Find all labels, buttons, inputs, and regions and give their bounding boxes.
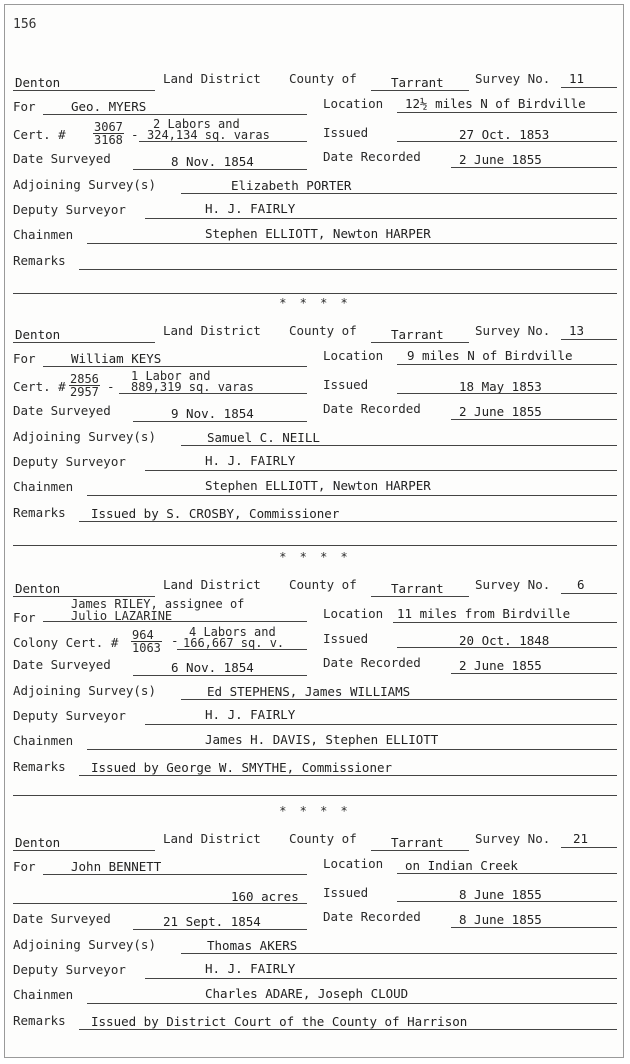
grantee-value-1: James RILEY, assignee of	[71, 597, 245, 611]
remarks-label: Remarks	[13, 759, 66, 774]
location-value: 11 miles from Birdville	[397, 606, 571, 621]
location-label: Location	[323, 96, 384, 111]
adjoining-label: Adjoining Survey(s)	[13, 937, 156, 952]
cert-label: Cert. #	[13, 127, 66, 142]
remarks-label: Remarks	[13, 505, 66, 520]
remarks-value: Issued by District Court of the County of Harrison	[91, 1014, 468, 1029]
issued-value: 18 May 1853	[459, 379, 542, 394]
remarks-row	[13, 253, 617, 275]
deputy-row	[13, 202, 617, 224]
dates-row	[13, 403, 617, 425]
deputy-value: H. J. FAIRLY	[205, 201, 296, 216]
record-divider	[13, 293, 617, 294]
issued-value: 20 Oct. 1848	[459, 633, 550, 648]
deputy-row	[13, 962, 617, 984]
for-label: For	[13, 610, 36, 625]
chainmen-value: Stephen ELLIOTT, Newton HARPER	[205, 226, 431, 241]
land-district-value: Denton	[15, 75, 61, 90]
county-value: Tarrant	[391, 835, 444, 850]
land-district-label: Land District	[163, 71, 261, 86]
adjoining-row	[13, 683, 617, 705]
survey-no-label: Survey No.	[475, 323, 551, 338]
cert-fraction: $\frac{964}{1063}$	[132, 628, 161, 655]
issued-label: Issued	[323, 885, 369, 900]
deputy-row	[13, 454, 617, 476]
record-separator-stars: * * * *	[279, 296, 351, 310]
colony-cert-label: Colony Cert. #	[13, 635, 119, 650]
cert-row: Cert. # $\frac{2856}{2957}$ - 1 Labor and 889,319 sq. varas Issued 18 May 1853	[13, 373, 617, 403]
chainmen-row	[13, 227, 617, 249]
for-label: For	[13, 351, 36, 366]
date-surveyed-label: Date Surveyed	[13, 403, 111, 418]
chainmen-label: Chainmen	[13, 227, 74, 242]
date-surveyed-label: Date Surveyed	[13, 657, 111, 672]
issued-value: 8 June 1855	[459, 887, 542, 902]
district-row	[13, 831, 617, 853]
date-surveyed-value: 9 Nov. 1854	[171, 406, 254, 421]
acres-value: 160 acres	[231, 889, 299, 904]
adjoining-value: Ed STEPHENS, James WILLIAMS	[207, 684, 411, 699]
issued-label: Issued	[323, 125, 369, 140]
for-label: For	[13, 859, 36, 874]
chainmen-value: Stephen ELLIOTT, Newton HARPER	[205, 478, 431, 493]
land-district-label: Land District	[163, 831, 261, 846]
date-surveyed-value: 6 Nov. 1854	[171, 660, 254, 675]
county-value: Tarrant	[391, 327, 444, 342]
chainmen-label: Chainmen	[13, 733, 74, 748]
location-value: 12½ miles N of Birdville	[405, 96, 586, 111]
land-district-label: Land District	[163, 323, 261, 338]
deputy-value: H. J. FAIRLY	[205, 707, 296, 722]
chainmen-label: Chainmen	[13, 479, 74, 494]
remarks-value: Issued by S. CROSBY, Commissioner	[91, 506, 340, 521]
adjoining-label: Adjoining Survey(s)	[13, 429, 156, 444]
issued-label: Issued	[323, 631, 369, 646]
adjoining-row	[13, 177, 617, 199]
location-value: 9 miles N of Birdville	[407, 348, 573, 363]
county-label: County of	[289, 323, 357, 338]
deputy-label: Deputy Surveyor	[13, 454, 126, 469]
adjoining-value: Thomas AKERS	[207, 938, 298, 953]
survey-no-label: Survey No.	[475, 577, 551, 592]
county-value: Tarrant	[391, 75, 444, 90]
remarks-label: Remarks	[13, 253, 66, 268]
survey-no-value: 21	[573, 831, 589, 846]
chainmen-label: Chainmen	[13, 987, 74, 1002]
chainmen-row	[13, 987, 617, 1009]
remarks-row	[13, 505, 617, 527]
location-value: on Indian Creek	[405, 858, 518, 873]
survey-no-label: Survey No.	[475, 71, 551, 86]
adjoining-label: Adjoining Survey(s)	[13, 177, 156, 192]
date-recorded-label: Date Recorded	[323, 655, 421, 670]
location-label: Location	[323, 856, 384, 871]
survey-no-value: 11	[569, 71, 585, 86]
dates-row	[13, 151, 617, 173]
date-surveyed-value: 8 Nov. 1854	[171, 154, 254, 169]
location-label: Location	[323, 348, 384, 363]
adjoining-row	[13, 937, 617, 959]
grantee-value: John BENNETT	[71, 859, 162, 874]
deputy-value: H. J. FAIRLY	[205, 453, 296, 468]
date-recorded-value: 2 June 1855	[459, 152, 542, 167]
for-label: For	[13, 99, 36, 114]
cert-description-1: 4 Labors and	[189, 625, 276, 639]
chainmen-row	[13, 479, 617, 501]
page-number: 156	[13, 17, 37, 32]
date-recorded-label: Date Recorded	[323, 401, 421, 416]
dates-row	[13, 657, 617, 679]
record-separator-stars: * * * *	[279, 550, 351, 564]
record-divider	[13, 545, 617, 546]
land-district-value: Denton	[15, 581, 61, 596]
cert-fraction: $\frac{2856}{2957}$	[70, 372, 99, 399]
cert-description-2: 166,667 sq. v.	[183, 636, 285, 650]
cert-row: Cert. # $\frac{3067}{3168}$ - 2 Labors and 324,134 sq. varas Issued 27 Oct. 1853	[13, 121, 617, 151]
for-row	[13, 96, 617, 118]
district-row	[13, 71, 617, 93]
cert-fraction: $\frac{3067}{3168}$	[94, 120, 123, 147]
issued-label: Issued	[323, 377, 369, 392]
record-divider	[13, 795, 617, 796]
district-row	[13, 577, 617, 599]
location-label: Location	[323, 606, 384, 621]
remarks-label: Remarks	[13, 1013, 66, 1028]
survey-no-value: 6	[577, 577, 585, 592]
deputy-row	[13, 708, 617, 730]
county-label: County of	[289, 577, 357, 592]
adjoining-value: Elizabeth PORTER	[231, 178, 352, 193]
cert-label: Cert. #	[13, 379, 66, 394]
chainmen-value: James H. DAVIS, Stephen ELLIOTT	[205, 732, 439, 747]
date-recorded-label: Date Recorded	[323, 149, 421, 164]
remarks-row	[13, 1013, 617, 1035]
adjoining-row	[13, 429, 617, 451]
remarks-value: Issued by George W. SMYTHE, Commissioner	[91, 760, 393, 775]
date-recorded-value: 8 June 1855	[459, 912, 542, 927]
date-recorded-value: 2 June 1855	[459, 404, 542, 419]
county-value: Tarrant	[391, 581, 444, 596]
cert-row: Colony Cert. # $\frac{964}{1063}$ - 4 Labors and 166,667 sq. v. Issued 20 Oct. 1848	[13, 627, 617, 657]
dates-row	[13, 911, 617, 933]
record-separator-stars: * * * *	[279, 804, 351, 818]
for-row	[13, 348, 617, 370]
deputy-label: Deputy Surveyor	[13, 202, 126, 217]
deputy-label: Deputy Surveyor	[13, 962, 126, 977]
grantee-value: William KEYS	[71, 351, 162, 366]
land-district-value: Denton	[15, 327, 61, 342]
adjoining-label: Adjoining Survey(s)	[13, 683, 156, 698]
deputy-value: H. J. FAIRLY	[205, 961, 296, 976]
land-district-label: Land District	[163, 577, 261, 592]
county-label: County of	[289, 71, 357, 86]
remarks-row	[13, 759, 617, 781]
grantee-value: Geo. MYERS	[71, 99, 147, 114]
date-surveyed-label: Date Surveyed	[13, 151, 111, 166]
survey-no-label: Survey No.	[475, 831, 551, 846]
county-label: County of	[289, 831, 357, 846]
date-recorded-label: Date Recorded	[323, 909, 421, 924]
for-row	[13, 856, 617, 878]
date-surveyed-label: Date Surveyed	[13, 911, 111, 926]
issued-value: 27 Oct. 1853	[459, 127, 550, 142]
adjoining-value: Samuel C. NEILL	[207, 430, 320, 445]
chainmen-row	[13, 733, 617, 755]
survey-no-value: 13	[569, 323, 585, 338]
date-surveyed-value: 21 Sept. 1854	[163, 914, 261, 929]
land-district-value: Denton	[15, 835, 61, 850]
cert-description-1: 1 Labor and	[131, 369, 211, 383]
cert-description-2: 324,134 sq. varas	[147, 128, 270, 142]
chainmen-value: Charles ADARE, Joseph CLOUD	[205, 986, 409, 1001]
cert-row	[13, 881, 617, 911]
register-page	[4, 4, 624, 1058]
for-row	[13, 597, 617, 625]
district-row	[13, 323, 617, 345]
deputy-label: Deputy Surveyor	[13, 708, 126, 723]
grantee-value-2: Julio LAZARINE	[71, 609, 173, 623]
cert-description-2: 889,319 sq. varas	[131, 380, 254, 394]
date-recorded-value: 2 June 1855	[459, 658, 542, 673]
cert-description-1: 2 Labors and	[153, 117, 240, 131]
